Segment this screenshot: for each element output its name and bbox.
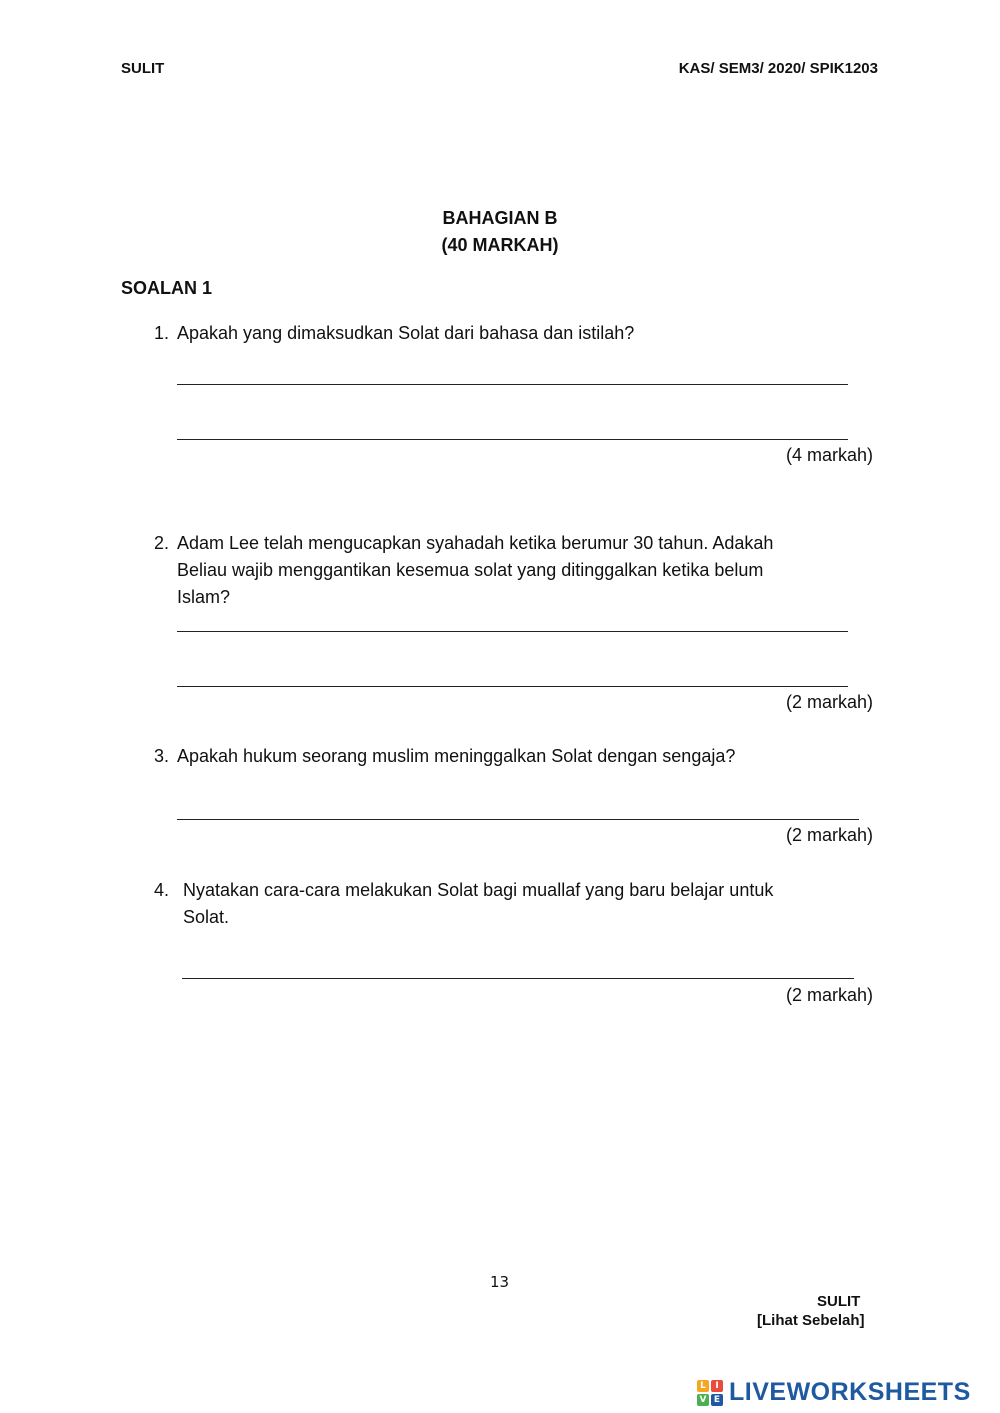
section-title: BAHAGIAN B <box>442 208 558 228</box>
liveworksheets-icon <box>697 1380 723 1406</box>
footer-sulit: SULIT <box>817 1293 861 1310</box>
answer-line[interactable] <box>182 978 854 979</box>
logo-square: L <box>697 1380 709 1392</box>
section-marks: (40 MARKAH) <box>441 235 559 255</box>
question-number: 1. <box>154 323 170 343</box>
marks-label: (4 markah) <box>785 445 873 465</box>
question-text-line: Adam Lee telah mengucapkan syahadah ketika berumur 30 tahun. Adakah <box>177 533 774 553</box>
marks-label: (2 markah) <box>785 825 873 845</box>
logo-square: E <box>711 1394 723 1406</box>
answer-line[interactable] <box>177 439 848 440</box>
liveworksheets-wordmark: LIVEWORKSHEETS <box>729 1378 971 1406</box>
logo-square: I <box>711 1380 723 1392</box>
question-heading: SOALAN 1 <box>121 278 213 298</box>
question-text-line: Nyatakan cara-cara melakukan Solat bagi muallaf yang baru belajar untuk <box>183 880 774 900</box>
question-number: 3. <box>154 746 170 766</box>
question-text-line: Apakah hukum seorang muslim meninggalkan Solat dengan sengaja? <box>177 746 736 766</box>
question-text-line: Beliau wajib menggantikan kesemua solat yang ditinggalkan ketika belum <box>177 560 764 580</box>
answer-line[interactable] <box>177 631 848 632</box>
page-number: 13 <box>490 1273 510 1291</box>
question-number: 4. <box>154 880 170 900</box>
header-right-code: KAS/ SEM3/ 2020/ SPIK1203 <box>678 60 878 77</box>
logo-square: V <box>697 1394 709 1406</box>
question-text-line: Solat. <box>183 907 230 927</box>
answer-line[interactable] <box>177 384 848 385</box>
question-text-line: Islam? <box>177 587 231 607</box>
question-number: 2. <box>154 533 170 553</box>
answer-line[interactable] <box>177 686 848 687</box>
marks-label: (2 markah) <box>785 985 873 1005</box>
marks-label: (2 markah) <box>785 692 873 712</box>
header-left: SULIT <box>121 60 165 77</box>
answer-line[interactable] <box>177 819 859 820</box>
footer-next-page: [Lihat Sebelah] <box>757 1312 865 1329</box>
liveworksheets-logo[interactable] <box>697 1378 971 1407</box>
question-text-line: Apakah yang dimaksudkan Solat dari bahasa dan istilah? <box>177 323 635 343</box>
